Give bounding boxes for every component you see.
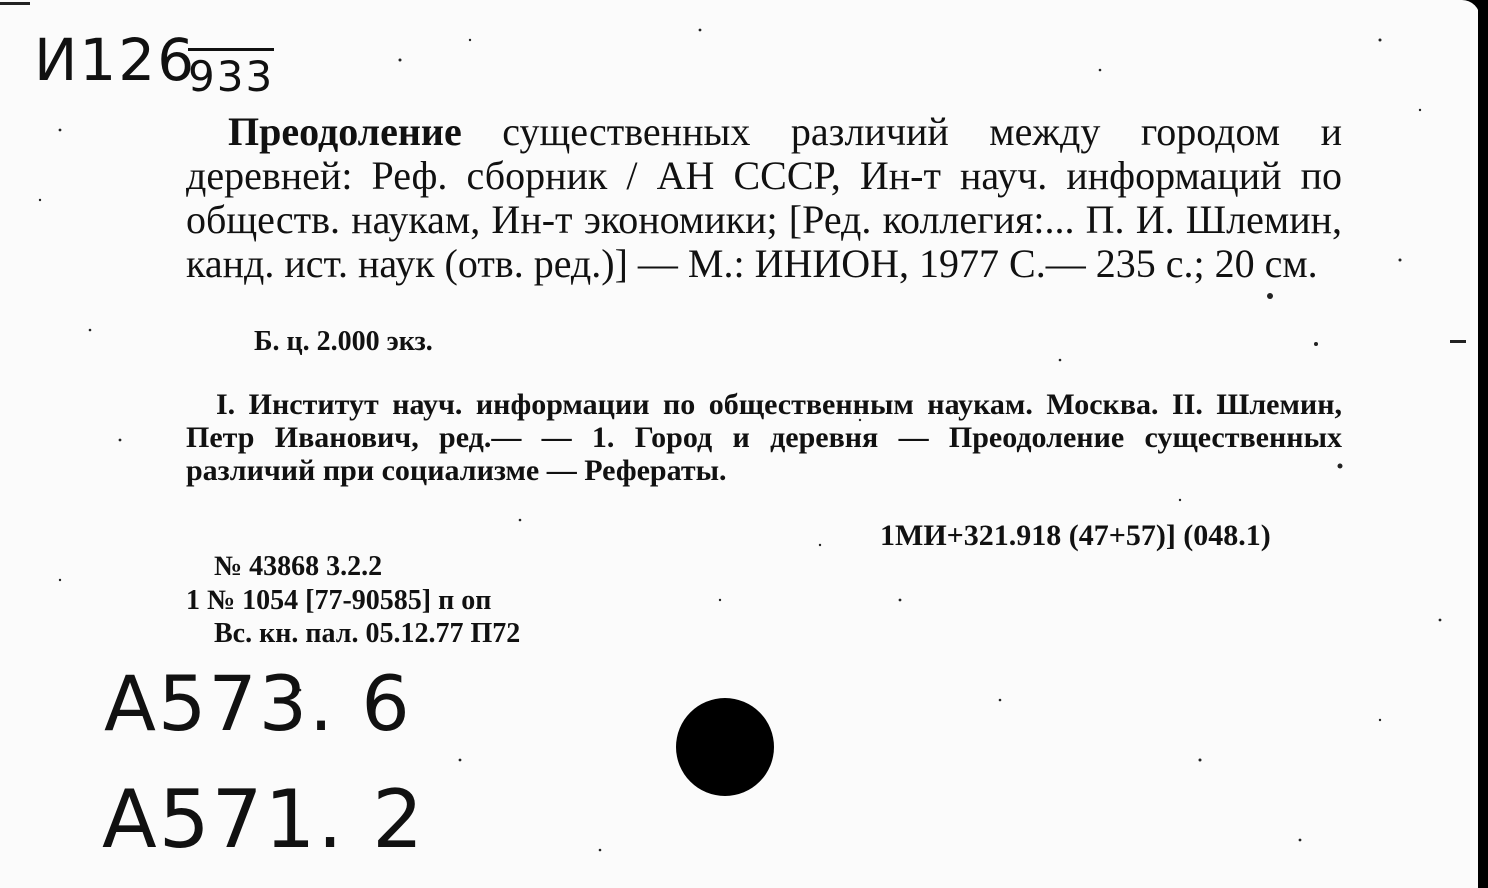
price-and-print-run: Б. ц. 2.000 экз. — [254, 326, 433, 357]
handwritten-shelf-mark: И126 — [34, 26, 197, 94]
tracings-text: I. Институт науч. информации по общественным наукам. Москва. II. Шлемин, Петр Иванович, ред.— — 1. Город и деревня — Преодоление существенных различий при социализме — Рефераты. — [186, 388, 1342, 487]
handwritten-code-1: A573. 6 — [104, 659, 412, 748]
classification-number: 1МИ+321.918 (47+57)] (048.1) — [880, 519, 1271, 552]
registry-line-2: 1 № 1054 [77-90585] п оп — [186, 585, 492, 616]
entry-title-lead: Преодоление — [228, 109, 462, 154]
registry-line-3: Вс. кн. пал. 05.12.77 П72 — [214, 618, 521, 649]
registry-line-1: № 43868 3.2.2 — [214, 551, 383, 582]
subject-tracings — [186, 388, 1342, 487]
punch-hole — [676, 698, 774, 796]
handwritten-shelf-number: 933 — [188, 48, 274, 101]
entry-description: существенных различий между городом и деревней: Реф. сборник / АН СССР, Ин-т науч. информаций по обществ. наукам, Ин-т экономики; [Ред. коллегия:... П. И. Шлемин, канд. ист. наук (отв. ред.)] — М.: ИНИОН, 1977 С.— 235 с.; 20 см. — [186, 109, 1342, 286]
bibliographic-entry — [186, 110, 1342, 286]
handwritten-code-2: A571. 2 — [102, 773, 426, 866]
scan-border — [1478, 0, 1488, 888]
